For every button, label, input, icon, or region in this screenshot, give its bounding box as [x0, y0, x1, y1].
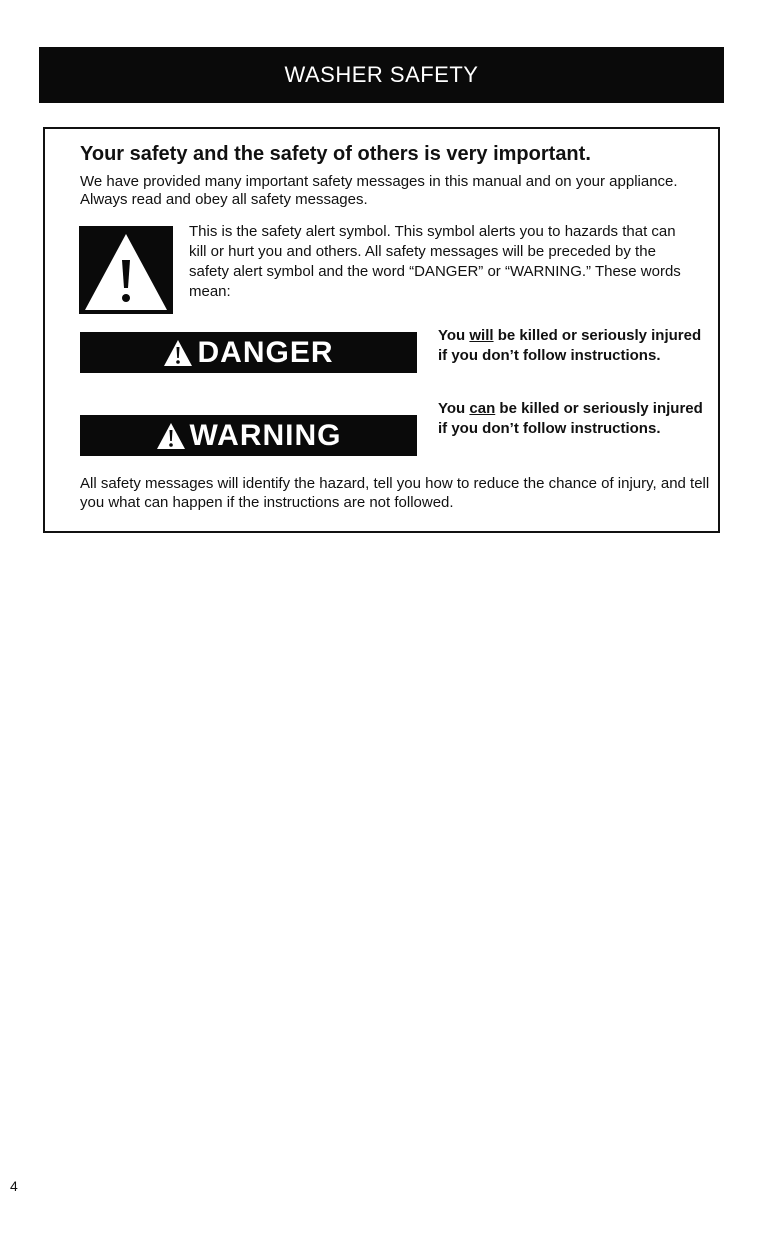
warning-word: WARNING [189, 418, 342, 452]
danger-def-prefix: You [438, 327, 470, 344]
warning-signal-label [80, 415, 417, 456]
section-title-bar [39, 47, 724, 103]
danger-word: DANGER [197, 335, 334, 369]
safety-notice-box [43, 127, 720, 533]
safety-headline: Your safety and the safety of others is very important. [80, 143, 591, 165]
alert-symbol-description: This is the safety alert symbol. This symbol alerts you to hazards that can kill or hurt you and others. All safety messages will be preceded by the safety alert symbol and the word “DANGER” or “WARNING.” These words mean: [189, 223, 681, 300]
warning-def-key: can [469, 400, 496, 417]
danger-def-key: will [469, 327, 494, 344]
section-title: WASHER SAFETY [284, 62, 479, 87]
warning-alert-icon [156, 422, 186, 450]
warning-def-prefix: You [438, 400, 470, 417]
danger-alert-icon [163, 339, 193, 367]
warning-definition [438, 399, 708, 439]
safety-closing-text: All safety messages will identify the hazard, tell you how to reduce the chance of injury, and tell you what can happen if the instructions are not followed. [80, 475, 710, 511]
warning-def-suffix: be killed or seriously injured if you don’t follow instructions. [438, 400, 703, 437]
warning-triangle-icon [79, 226, 173, 314]
safety-intro-text: We have provided many important safety messages in this manual and on your appliance. Always read and obey all safety messages. [80, 173, 678, 208]
page-number: 4 [10, 1178, 18, 1194]
danger-definition [438, 326, 708, 366]
danger-signal-label [80, 332, 417, 373]
danger-def-suffix: be killed or seriously injured if you don’t follow instructions. [438, 327, 702, 364]
